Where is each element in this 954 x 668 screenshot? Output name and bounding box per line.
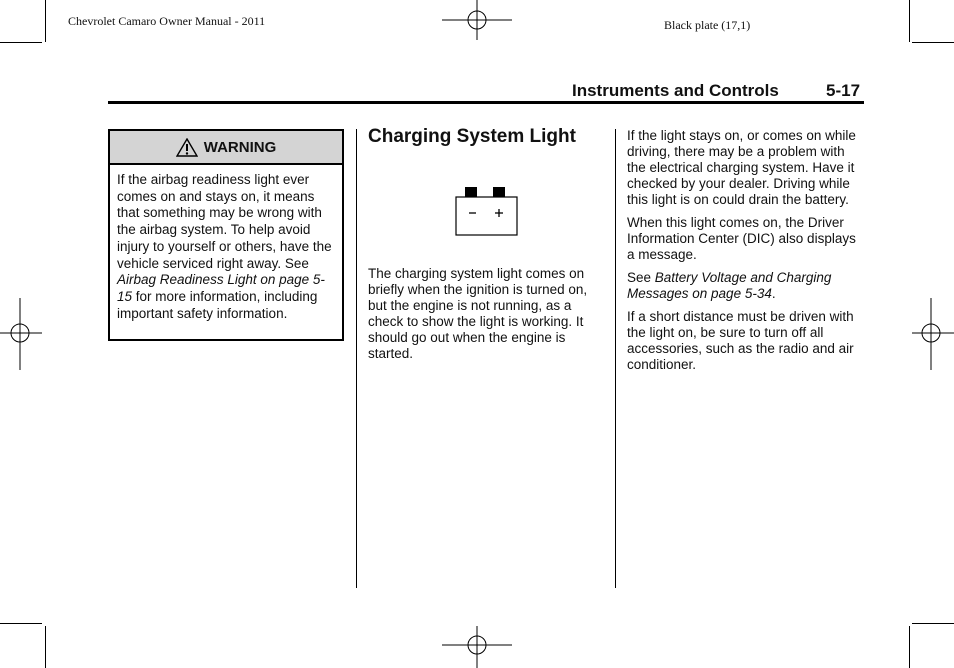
column-divider bbox=[615, 129, 616, 588]
paragraph-3-prefix: See bbox=[627, 270, 655, 285]
charging-description bbox=[368, 266, 608, 362]
paragraph-2: When this light comes on, the Driver Information Center (DIC) also displays a message. bbox=[627, 215, 856, 262]
registration-mark-icon bbox=[440, 0, 516, 46]
crop-mark bbox=[45, 626, 46, 668]
paragraph-3 bbox=[627, 270, 867, 302]
paragraph-1: If the light stays on, or comes on while driving, there may be a problem with the electrical charging system. Have it checked by your dealer. Driving while this light is on could drain the battery. bbox=[627, 128, 856, 207]
battery-icon bbox=[455, 186, 519, 238]
warning-header bbox=[110, 131, 342, 165]
crop-mark bbox=[45, 0, 46, 42]
crop-mark bbox=[0, 623, 42, 624]
charging-paragraph: The charging system light comes on briefly when the ignition is turned on, but the engine is not running, as a check to show the light is working. It should go out when the engine is started. bbox=[368, 266, 588, 361]
warning-text-before: If the airbag readiness light ever comes on and stays on, it means that something may be wrong with the airbag system. To help avoid injury to yourself or others, have the vehicle serviced right away. See bbox=[117, 172, 332, 271]
crop-mark bbox=[912, 42, 954, 43]
registration-mark-icon bbox=[912, 298, 954, 370]
registration-mark-icon bbox=[0, 298, 42, 370]
section-heading: Charging System Light bbox=[368, 126, 576, 147]
paragraph-3-suffix: . bbox=[771, 286, 776, 301]
header-rule bbox=[108, 101, 864, 104]
warning-title: WARNING bbox=[203, 138, 277, 156]
column-divider bbox=[356, 129, 357, 588]
page-number: 5-17 bbox=[826, 81, 861, 100]
crop-mark bbox=[0, 42, 42, 43]
crop-mark bbox=[909, 0, 910, 42]
warning-link[interactable]: Airbag Readiness Light on page 5-15 bbox=[117, 272, 325, 304]
warning-icon bbox=[176, 138, 198, 157]
warning-text-after: for more information, including important safety information. bbox=[117, 288, 318, 321]
right-column bbox=[627, 128, 867, 380]
warning-text bbox=[110, 165, 342, 322]
crop-mark bbox=[909, 626, 910, 668]
battery-messages-link[interactable]: Battery Voltage and Charging Messages on page 5-34 bbox=[627, 270, 832, 301]
crop-mark bbox=[912, 623, 954, 624]
registration-mark-icon bbox=[440, 626, 516, 668]
plate-label: Black plate (17,1) bbox=[664, 18, 751, 32]
manual-title: Chevrolet Camaro Owner Manual - 2011 bbox=[68, 14, 266, 28]
section-title: Instruments and Controls bbox=[572, 81, 779, 100]
paragraph-4: If a short distance must be driven with the light on, be sure to turn off all accessories, such as the radio and air conditioner. bbox=[627, 309, 854, 372]
warning-box bbox=[108, 129, 344, 341]
